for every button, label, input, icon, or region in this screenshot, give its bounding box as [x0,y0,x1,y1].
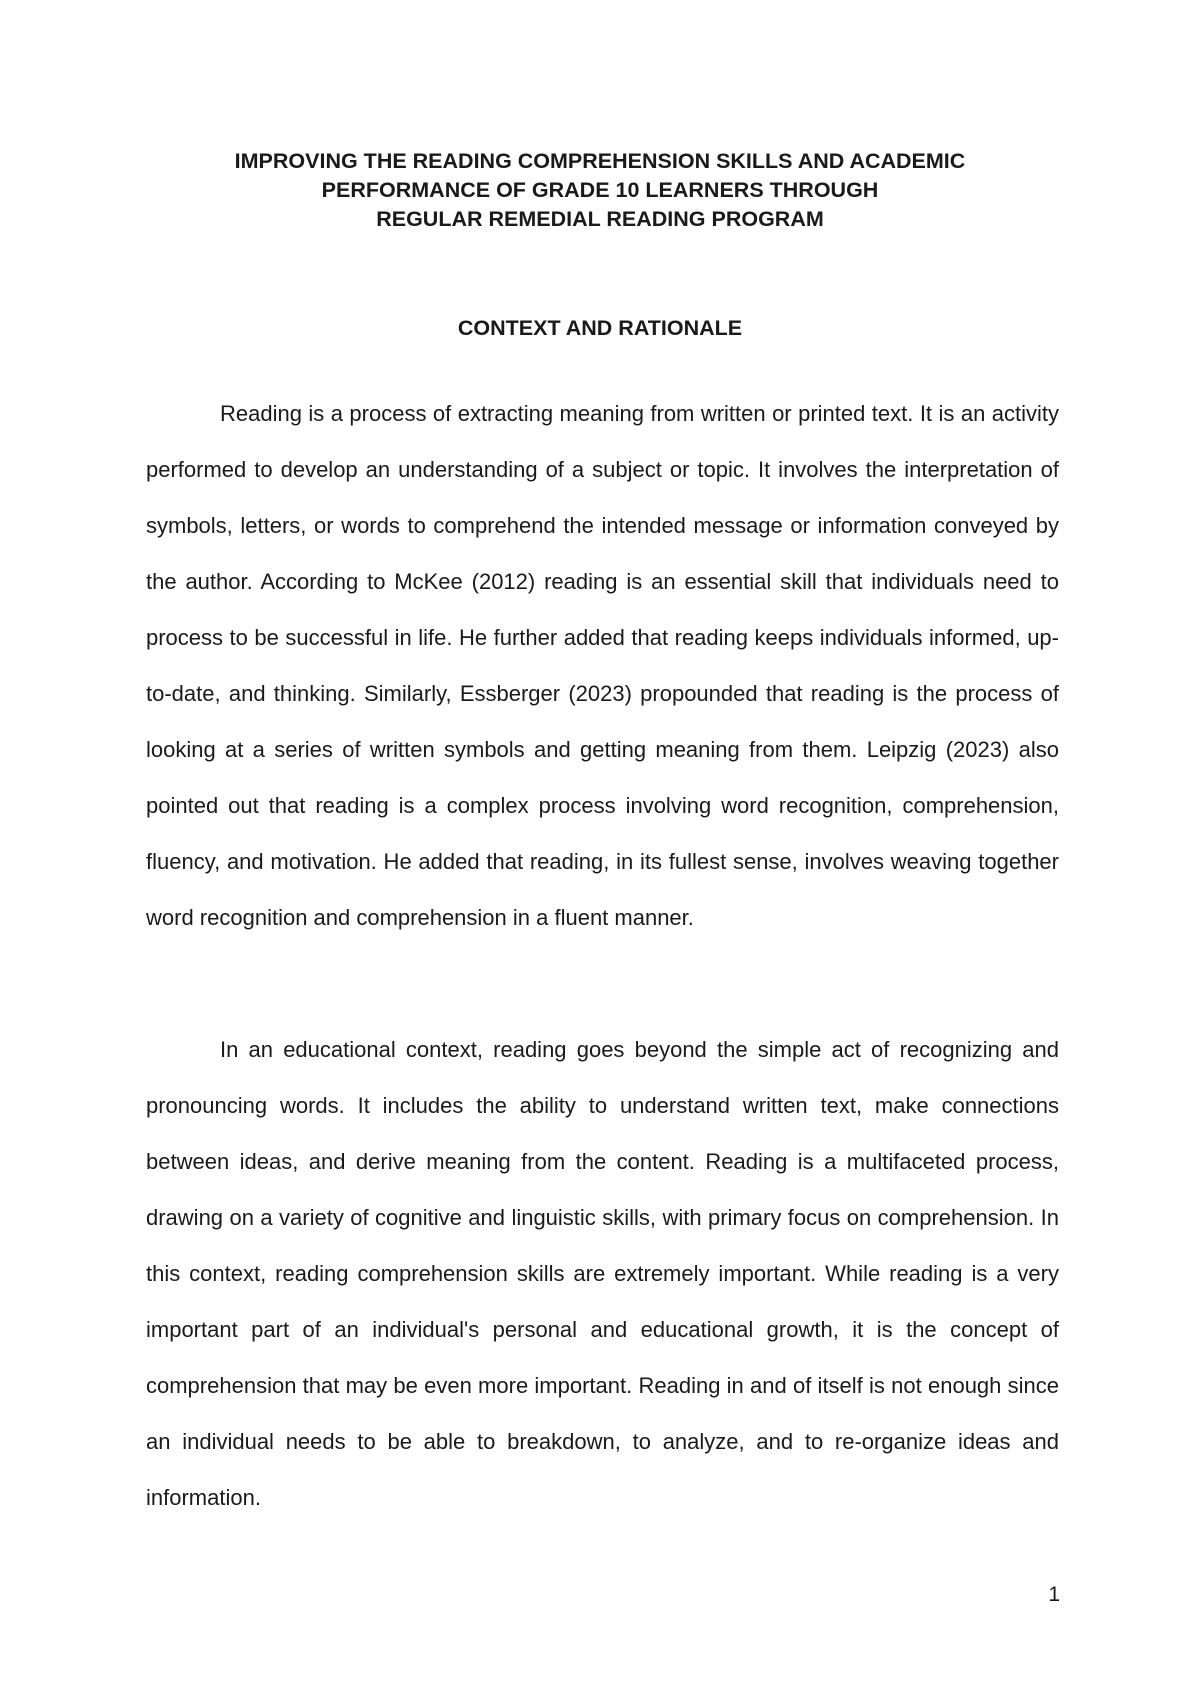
paragraph-1: Reading is a process of extracting meaning from written or printed text. It is an activity performed to develop an understanding of a subject or topic. It involves the interpretation of symbols, letters, or words to comprehend the intended message or information conveyed by the author. According to McKee (2012) reading is an essential skill that individuals need to process to be successful in life. He further added that reading keeps individuals informed, up-to-date, and thinking. Similarly, Essberger (2023) propounded that reading is the process of looking at a series of written symbols and getting meaning from them. Leipzig (2023) also pointed out that reading is a complex process involving word recognition, comprehension, fluency, and motivation. He added that reading, in its fullest sense, involves weaving together word recognition and comprehension in a fluent manner. [146,401,1059,930]
paragraph-2: In an educational context, reading goes beyond the simple act of recognizing and pronouncing words. It includes the ability to understand written text, make connections between ideas, and derive meaning from the content. Reading is a multifaceted process, drawing on a variety of cognitive and linguistic skills, with primary focus on comprehension. In this context, reading comprehension skills are extremely important. While reading is a very important part of an individual's personal and educational growth, it is the concept of comprehension that may be even more important. Reading in and of itself is not enough since an individual needs to be able to breakdown, to analyze, and to re-organize ideas and information. [146,1037,1059,1510]
page-number: 1 [1048,1583,1060,1606]
title-line-1: IMPROVING THE READING COMPREHENSION SKILLS AND ACADEMIC [234,149,966,173]
section-heading: CONTEXT AND RATIONALE [457,316,743,340]
title-line-3: REGULAR REMEDIAL READING PROGRAM [376,207,824,231]
title-line-2: PERFORMANCE OF GRADE 10 LEARNERS THROUGH [321,178,879,202]
document-title [0,147,1200,234]
